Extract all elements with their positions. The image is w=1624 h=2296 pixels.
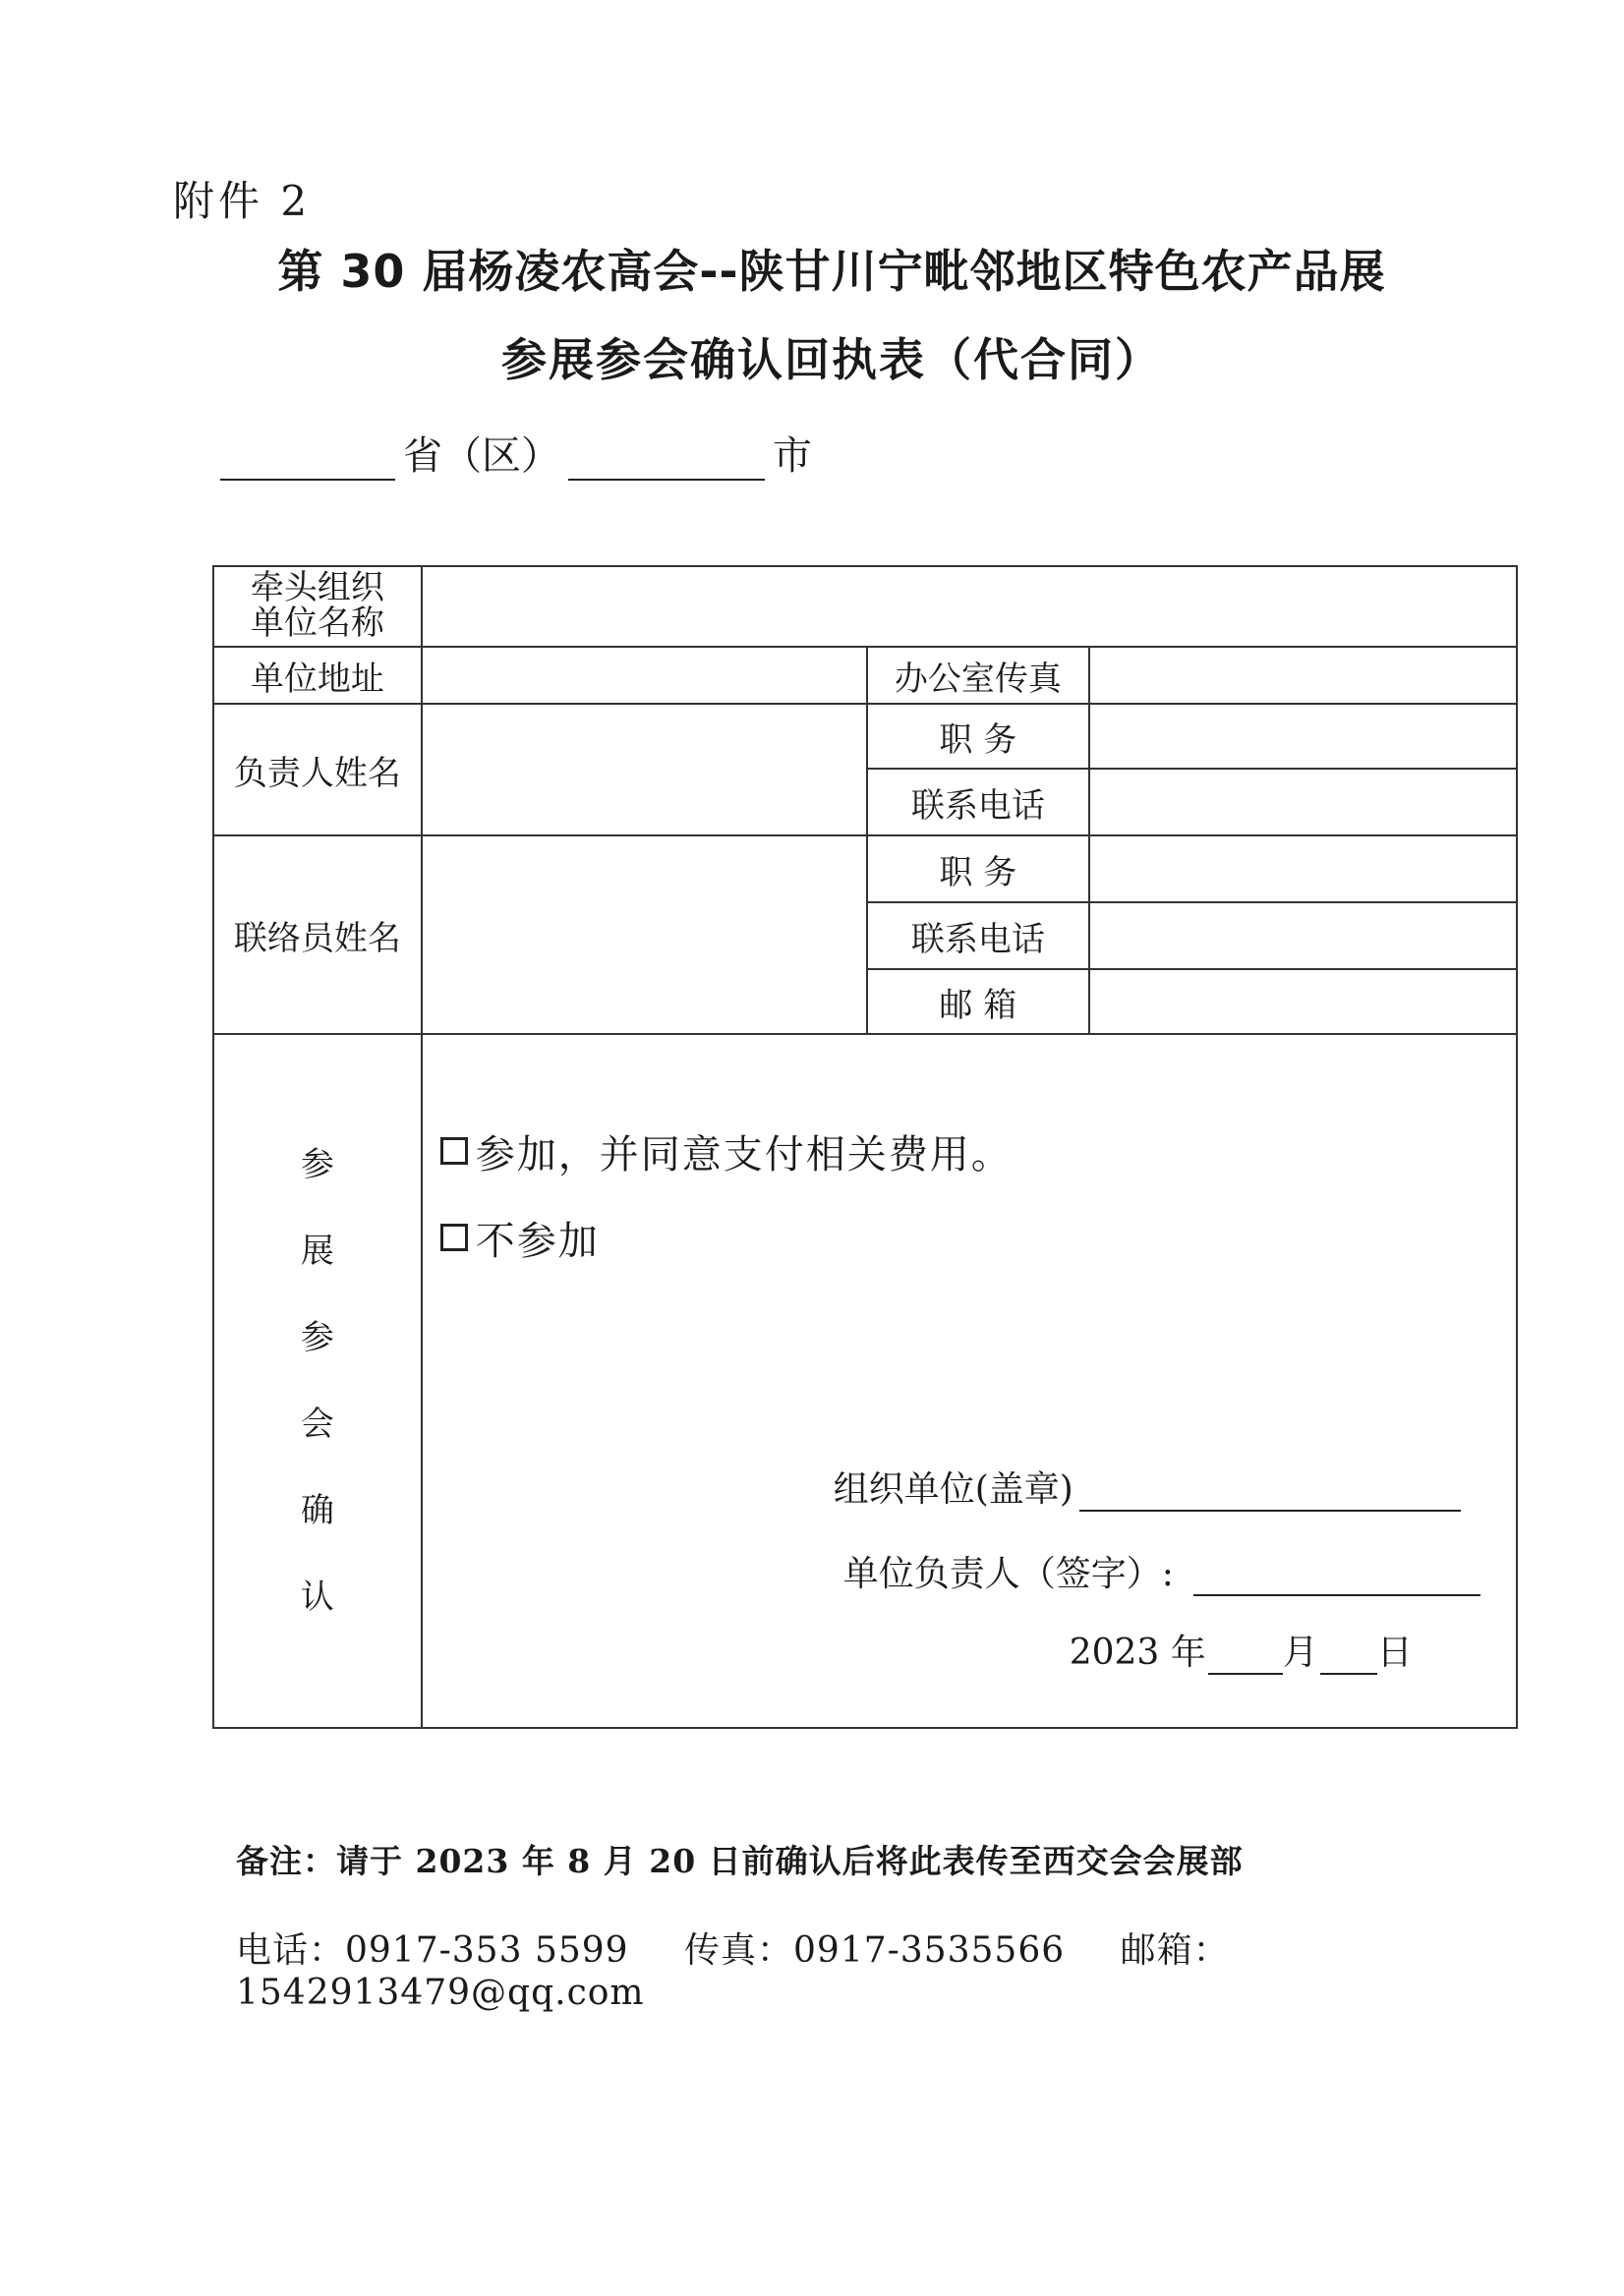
note-text: 备注：请于 2023 年 8 月 20 日前确认后将此表传至西交会会展部: [236, 1842, 1244, 1880]
not-attend-option[interactable]: [440, 1208, 1013, 1267]
table-row: [213, 835, 1517, 902]
province-blank[interactable]: [220, 435, 395, 481]
leader-name-label: 负责人姓名: [213, 704, 422, 835]
attend-option[interactable]: [440, 1121, 1013, 1180]
leader-phone-label: 联系电话: [867, 769, 1089, 835]
liaison-phone-field[interactable]: [1089, 902, 1517, 969]
not-attend-option-label: 不参加: [475, 1218, 600, 1264]
date-year: 2023 年: [1069, 1633, 1206, 1673]
org-seal-label: 组织单位(盖章): [833, 1469, 1073, 1510]
attachment-label: 附件 2: [173, 177, 312, 225]
date-day: 日: [1376, 1633, 1413, 1673]
date-month: 月: [1282, 1633, 1318, 1673]
contact-phone: 电话：0917-353 5599: [236, 1930, 629, 1971]
lead-org-field[interactable]: [422, 566, 1517, 647]
table-row: [213, 1034, 1517, 1728]
table-row: [213, 704, 1517, 769]
leader-sign-blank[interactable]: [1193, 1555, 1480, 1596]
contact-fax: 传真：0917-3535566: [684, 1930, 1066, 1971]
province-suffix: 省（区）: [403, 433, 560, 479]
email-label: 邮 箱: [867, 969, 1089, 1034]
document-title: 第 30 届杨凌农高会--陕甘川宁毗邻地区特色农产品展: [277, 245, 1386, 298]
attend-checkbox[interactable]: [440, 1137, 468, 1165]
confirmation-form-table: [212, 565, 1518, 1729]
address-field[interactable]: [422, 647, 867, 704]
confirm-label: 参 展 参 会 确 认: [213, 1034, 422, 1728]
org-seal-blank[interactable]: [1079, 1470, 1461, 1512]
fax-field[interactable]: [1089, 647, 1517, 704]
email-field[interactable]: [1089, 969, 1517, 1034]
address-label: 单位地址: [213, 647, 422, 704]
leader-name-field[interactable]: [422, 704, 867, 835]
leader-sign-row: [843, 1546, 1480, 1596]
table-row: [213, 647, 1517, 704]
leader-phone-field[interactable]: [1089, 769, 1517, 835]
document-subtitle: 参展参会确认回执表（代合同）: [501, 333, 1162, 386]
org-seal-row: [834, 1462, 1461, 1512]
liaison-phone-label: 联系电话: [867, 902, 1089, 969]
attend-option-label: 参加，并同意支付相关费用。: [475, 1131, 1013, 1177]
date-row: [1070, 1625, 1413, 1675]
city-blank[interactable]: [568, 435, 765, 481]
liaison-name-label: 联络员姓名: [213, 835, 422, 1034]
month-blank[interactable]: [1208, 1634, 1283, 1675]
liaison-position-label: 职 务: [867, 835, 1089, 902]
contact-line: [236, 1923, 1624, 2013]
region-line: [220, 425, 820, 481]
contact-email: 邮箱：1542913479@qq.com: [236, 1930, 1230, 2013]
leader-position-field[interactable]: [1089, 704, 1517, 769]
city-suffix: 市: [773, 433, 812, 479]
leader-position-label: 职 务: [867, 704, 1089, 769]
lead-org-label: 牵头组织 单位名称: [213, 566, 422, 647]
not-attend-checkbox[interactable]: [440, 1224, 468, 1251]
day-blank[interactable]: [1320, 1634, 1377, 1675]
liaison-position-field[interactable]: [1089, 835, 1517, 902]
table-row: [213, 566, 1517, 647]
confirm-area: [422, 1034, 1517, 1728]
fax-label: 办公室传真: [867, 647, 1089, 704]
liaison-name-field[interactable]: [422, 835, 867, 1034]
leader-sign-label: 单位负责人（签字）:: [842, 1554, 1174, 1594]
